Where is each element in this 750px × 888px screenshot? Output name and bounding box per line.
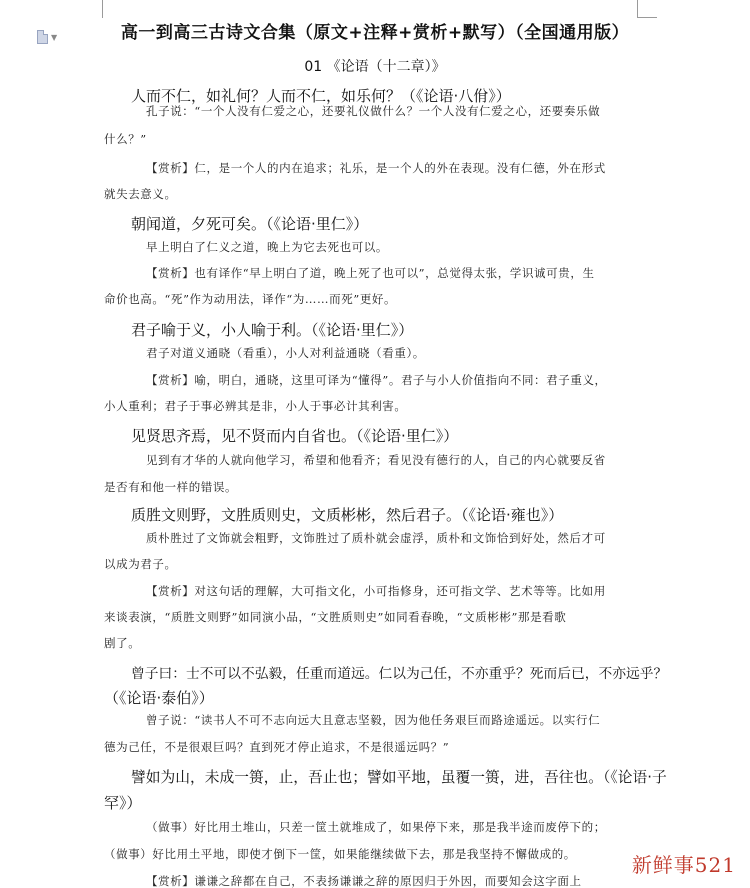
annotation-line: 曾子说：“读书人不可不志向远大且意志坚毅，因为他任务艰巨而路途遥远。以实行仁 (146, 713, 601, 727)
annotation-line: 【赏析】谦谦之辞都在自己，不表扬谦谦之辞的原因归于外因，而要知会这字面上 (146, 874, 582, 888)
annotation-line: 【赏析】喻，明白，通晓，这里可译为“懂得”。君子与小人价值指向不同：君子重义， (146, 373, 607, 387)
crop-mark-right (637, 0, 638, 18)
verse-line: 人而不仁，如礼何？人而不仁，如乐何？（《论语·八佾》） (131, 87, 511, 105)
annotation-line: 是否有和他一样的错误。 (104, 480, 238, 494)
verse-line: 曾子曰：士不可以不弘毅，任重而道远。仁以为己任，不亦重乎？死而后已，不亦远乎？ (131, 666, 668, 682)
annotation-line: 剧了。 (104, 636, 141, 650)
annotation-line: 小人重利；君子于事必辨其是非，小人于事必计其利害。 (104, 399, 407, 413)
annotation-line: 命价也高。“死”作为动用法，译作“为……而死”更好。 (104, 292, 397, 306)
verse-line: 罕》） (104, 794, 142, 812)
annotation-line: （做事）好比用土平地，即使才倒下一筐，如果能继续做下去，那是我坚持不懈做成的。 (104, 847, 576, 861)
annotation-line: 见到有才华的人就向他学习，希望和他看齐；看见没有德行的人，自己的内心就要反省 (146, 453, 606, 467)
crop-mark-left (102, 0, 103, 18)
annotation-line: 什么？” (104, 132, 147, 146)
section-heading: 01 《论语（十二章）》 (304, 59, 446, 75)
annotation-line: 德为己任，不是很艰巨吗？直到死才停止追求，不是很遥远吗？” (104, 740, 450, 754)
annotation-line: （做事）好比用土堆山，只差一筐土就堆成了，如果停下来，那是我半途而废停下的； (146, 820, 606, 834)
annotation-line: 来谈表演，“质胜文则野”如同演小品，“文胜质则史”如同看春晚，“文质彬彬”那是看歌 (104, 610, 567, 624)
annotation-line: 早上明白了仁义之道，晚上为它去死也可以。 (146, 240, 388, 254)
verse-line: 譬如为山，未成一篑，止，吾止也；譬如平地，虽覆一篑，进，吾往也。（《论语·子 (131, 769, 667, 786)
verse-line: 君子喻于义，小人喻于利。（《论语·里仁》） (131, 321, 414, 339)
verse-line: 质胜文则野，文胜质则史，文质彬彬，然后君子。（《论语·雍也》） (131, 506, 564, 524)
verse-line: 见贤思齐焉，见不贤而内自省也。（《论语·里仁》） (131, 427, 459, 445)
watermark: 新鲜事521 (631, 853, 736, 877)
page-title: 高一到高三古诗文合集（原文+注释+赏析+默写）（全国通用版） (120, 23, 630, 43)
verse-line: 朝闻道，夕死可矣。（《论语·里仁》） (131, 215, 369, 233)
annotation-line: 质朴胜过了文饰就会粗野，文饰胜过了质朴就会虚浮，质朴和文饰恰到好处，然后才可 (146, 531, 606, 545)
verse-line: （《论语·泰伯》） (104, 689, 214, 707)
annotation-line: 【赏析】也有译作“早上明白了道，晚上死了也可以”，总觉得太张，学识诚可贵，生 (146, 266, 595, 280)
annotation-line: 【赏析】对这句话的理解，大可指文化，小可指修身，还可指文学、艺术等等。比如用 (146, 584, 606, 598)
chevron-down-icon: ▼ (51, 32, 58, 42)
annotation-line: 孔子说：“一个人没有仁爱之心，还要礼仪做什么？一个人没有仁爱之心，还要奏乐做 (146, 104, 601, 118)
annotation-line: 以成为君子。 (104, 557, 177, 571)
annotation-line: 【赏析】仁，是一个人的内在追求；礼乐，是一个人的外在表现。没有仁德，外在形式 (146, 161, 606, 175)
annotation-line: 君子对道义通晓（看重），小人对利益通晓（看重）。 (146, 346, 425, 360)
annotation-line: 就失去意义。 (104, 187, 177, 201)
